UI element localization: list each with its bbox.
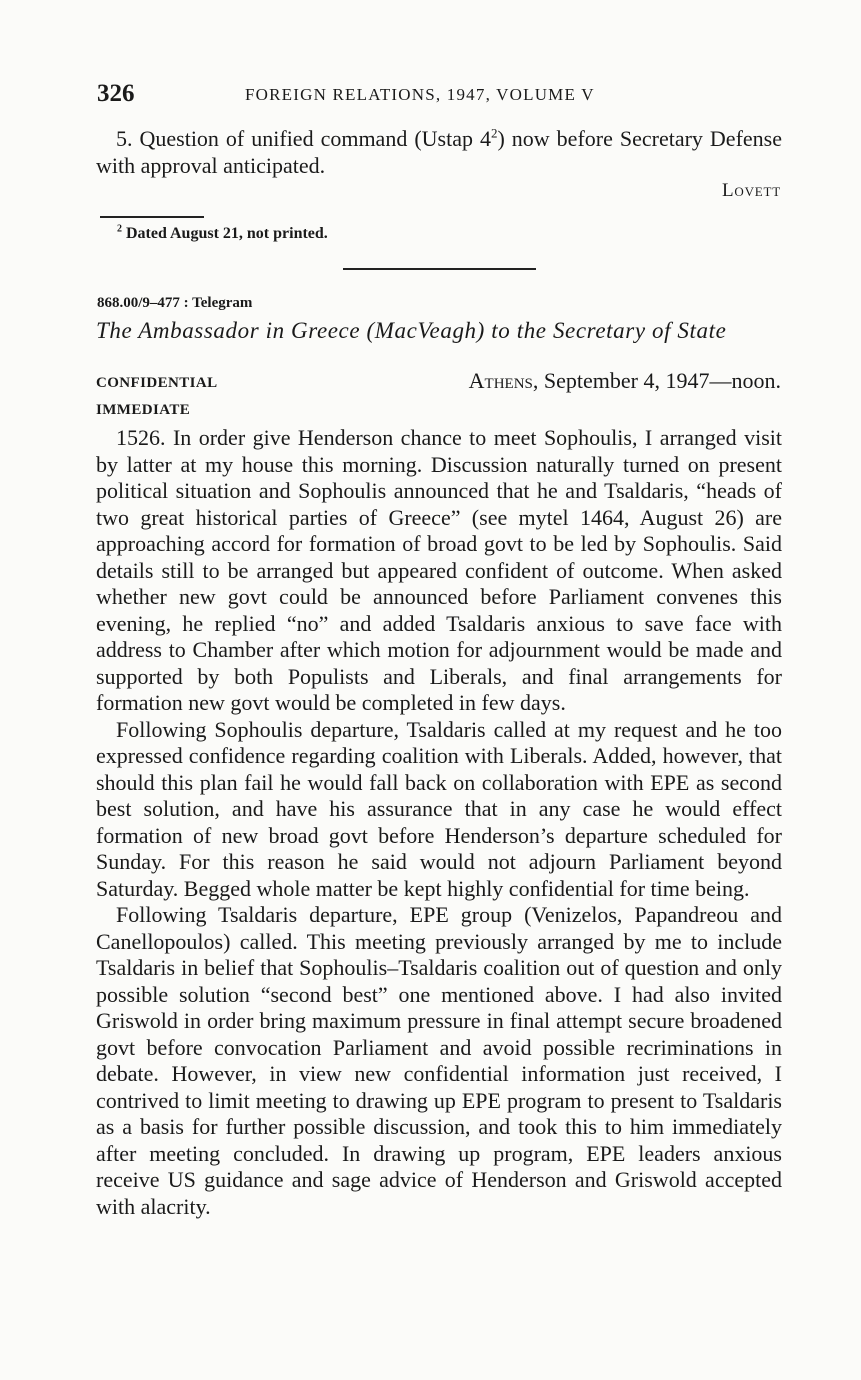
section-divider <box>343 268 536 270</box>
document-title: The Ambassador in Greece (MacVeagh) to the Secretary of State <box>96 318 727 343</box>
file-reference: 868.00/9–477 : Telegram <box>97 295 253 311</box>
footnote-mark: 2 <box>117 223 122 235</box>
dateline <box>469 368 781 394</box>
body-paragraph: 1526. In order give Henderson chance to meet Sophoulis, I arranged visit by latter at my house this morning. Discussion naturally turned on present political situation and Sophoulis announced that he and Tsaldaris, “heads of two great historical parties of Greece” (see mytel 1464, August 26) are approaching accord for formation of broad govt to be led by Sophoulis. Said details still to be arranged but appeared confident of outcome. When asked whether new govt could be announced before Parliament convenes this evening, he replied “no” and added Tsaldaris anxious to save face with address to Chamber after which motion for adjournment would be made and supported by both Populists and Liberals, and final arrangements for formation new govt would be completed in few days. <box>96 425 782 715</box>
telegram-body <box>96 425 782 1220</box>
dateline-place: Athens, <box>468 368 539 393</box>
top-paragraph <box>96 126 782 179</box>
footnote-text: Dated August 21, not printed. <box>126 225 328 242</box>
page-number: 326 <box>97 80 135 107</box>
running-head: FOREIGN RELATIONS, 1947, VOLUME V <box>245 85 595 104</box>
body-paragraph: Following Sophoulis departure, Tsaldaris called at my request and he too expressed confidence regarding coalition with Liberals. Added, however, that should this plan fail he would fall back on collaboration with EPE as second best solution, and have his assurance that in any case he would effect formation of new broad govt before Henderson’s departure scheduled for Sunday. For this reason he said would not adjourn Parliament beyond Saturday. Begged whole matter be kept highly confidential for time being. <box>96 716 782 901</box>
priority-label: IMMEDIATE <box>96 402 191 418</box>
classification-label: CONFIDENTIAL <box>96 375 218 391</box>
footnote-ref: 2 <box>490 125 498 141</box>
footnote-divider <box>100 216 204 218</box>
top-paragraph-text: 5. Question of unified command (Ustap 4 <box>116 126 491 151</box>
signature: Lovett <box>721 180 781 201</box>
dateline-date: September 4, 1947—noon. <box>538 368 781 393</box>
body-paragraph: Following Tsaldaris departure, EPE group (Venizelos, Papandreou and Canellopoulos) called. This meeting previously arranged by me to include Tsaldaris in belief that Sophoulis–Tsaldaris coalition out of question and only possible solution “second best” one mentioned above. I had also invited Griswold in order bring maximum pressure in final attempt secure broadened govt before convocation Parliament and avoid possible recriminations in debate. However, in view new confidential information just received, I contrived to limit meeting to drawing up EPE program to present to Tsaldaris as a basis for further possible discussion, and took this to him immediately after meeting concluded. In drawing up program, EPE leaders anxious receive US guidance and sage advice of Henderson and Griswold accepted with alacrity. <box>96 902 782 1219</box>
footnote <box>117 225 328 243</box>
top-paragraph-text-end: ) now before Secretary Defense with approval anticipated. <box>96 126 782 178</box>
